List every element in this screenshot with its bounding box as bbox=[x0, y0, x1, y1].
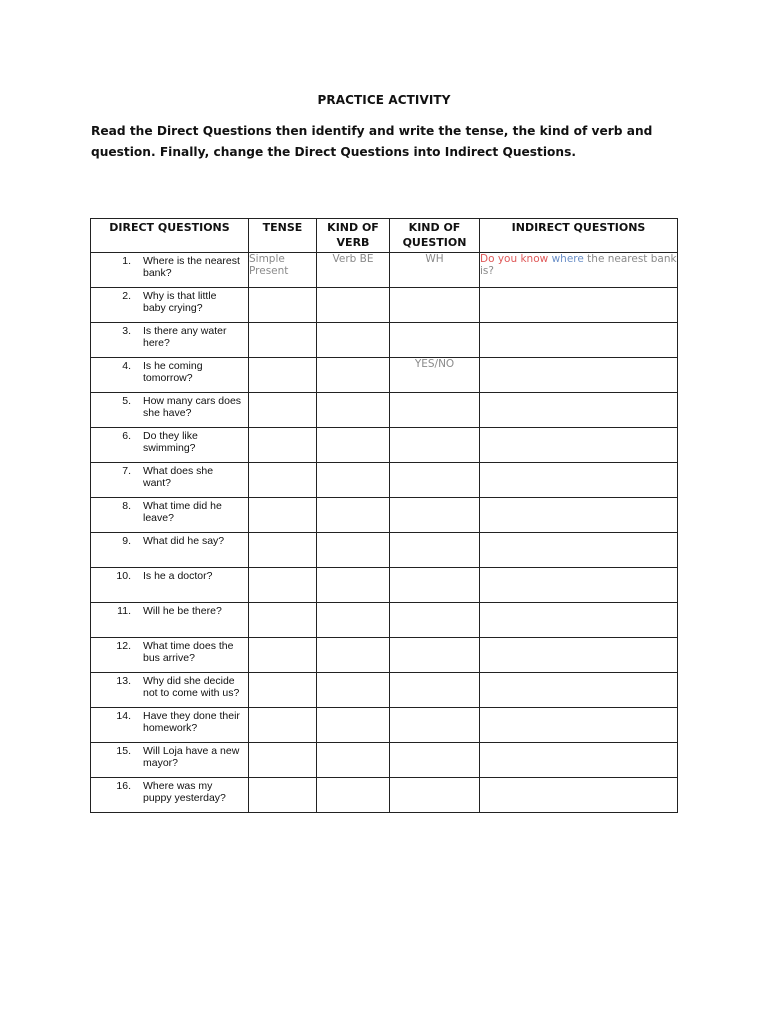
kind-of-verb-cell[interactable] bbox=[317, 498, 390, 533]
kind-of-verb-cell[interactable] bbox=[317, 743, 390, 778]
table-row bbox=[91, 463, 678, 498]
instructions-text: Read the Direct Questions then identify and write the tense, the kind of verb and question. Finally, change the Direct Questions into Indirect Questions. bbox=[91, 124, 653, 159]
kind-of-question-cell[interactable] bbox=[390, 393, 480, 428]
tense-cell[interactable]: Simple Present bbox=[249, 253, 317, 288]
kind-of-verb-cell[interactable] bbox=[317, 358, 390, 393]
table-row bbox=[91, 323, 678, 358]
question-number: 2. bbox=[122, 290, 131, 302]
table-row bbox=[91, 708, 678, 743]
direct-question-cell bbox=[91, 673, 249, 708]
question-number: 5. bbox=[122, 395, 131, 407]
header-kind-of-question: KIND OF QUESTION bbox=[390, 219, 480, 253]
kind-of-verb-cell[interactable] bbox=[317, 778, 390, 813]
kind-of-question-cell[interactable] bbox=[390, 743, 480, 778]
question-text: Is he coming tomorrow? bbox=[143, 360, 203, 384]
header-tense: TENSE bbox=[249, 219, 317, 253]
table-row bbox=[91, 533, 678, 568]
header-kind-of-verb: KIND OF VERB bbox=[317, 219, 390, 253]
kind-of-question-cell[interactable] bbox=[390, 533, 480, 568]
table-row bbox=[91, 743, 678, 778]
question-text: Is there any water here? bbox=[143, 325, 227, 349]
table-row bbox=[91, 498, 678, 533]
question-text: Where was my puppy yesterday? bbox=[143, 780, 226, 804]
tense-cell[interactable] bbox=[249, 498, 317, 533]
kind-of-question-cell[interactable] bbox=[390, 708, 480, 743]
direct-question-cell bbox=[91, 533, 249, 568]
direct-question-cell bbox=[91, 638, 249, 673]
question-text: Will he be there? bbox=[143, 605, 222, 617]
question-number: 12. bbox=[116, 640, 131, 652]
indirect-question-cell[interactable] bbox=[480, 778, 678, 813]
indirect-question-cell[interactable] bbox=[480, 603, 678, 638]
indirect-question-cell[interactable] bbox=[480, 533, 678, 568]
question-number: 3. bbox=[122, 325, 131, 337]
kind-of-question-cell[interactable]: WH bbox=[390, 253, 480, 288]
kind-of-verb-cell[interactable] bbox=[317, 463, 390, 498]
question-number: 10. bbox=[116, 570, 131, 582]
table-row bbox=[91, 673, 678, 708]
question-number: 4. bbox=[122, 360, 131, 372]
table-row bbox=[91, 638, 678, 673]
table-header-row bbox=[91, 219, 678, 253]
indirect-question-cell[interactable] bbox=[480, 358, 678, 393]
tense-cell[interactable] bbox=[249, 603, 317, 638]
question-number: 6. bbox=[122, 430, 131, 442]
direct-question-cell bbox=[91, 393, 249, 428]
direct-question-cell bbox=[91, 358, 249, 393]
question-text: Why did she decide not to come with us? bbox=[143, 675, 240, 699]
kind-of-question-cell[interactable]: YES/NO bbox=[390, 358, 480, 393]
tense-cell[interactable] bbox=[249, 533, 317, 568]
tense-cell[interactable] bbox=[249, 393, 317, 428]
question-number: 7. bbox=[122, 465, 131, 477]
indirect-question-cell[interactable] bbox=[480, 253, 678, 288]
kind-of-question-cell[interactable] bbox=[390, 288, 480, 323]
question-number: 1. bbox=[122, 255, 131, 267]
tense-cell[interactable] bbox=[249, 778, 317, 813]
question-number: 13. bbox=[116, 675, 131, 687]
indirect-question-cell[interactable] bbox=[480, 288, 678, 323]
indirect-question-cell[interactable] bbox=[480, 673, 678, 708]
table-row bbox=[91, 428, 678, 463]
direct-question-cell bbox=[91, 568, 249, 603]
kind-of-verb-cell[interactable] bbox=[317, 323, 390, 358]
table-row bbox=[91, 568, 678, 603]
indirect-question-cell[interactable] bbox=[480, 568, 678, 603]
direct-question-cell bbox=[91, 428, 249, 463]
question-text: Have they done their homework? bbox=[143, 710, 240, 734]
worksheet-table bbox=[90, 218, 678, 813]
kind-of-verb-cell[interactable] bbox=[317, 708, 390, 743]
tense-cell[interactable] bbox=[249, 673, 317, 708]
table-row bbox=[91, 393, 678, 428]
tense-cell[interactable] bbox=[249, 288, 317, 323]
question-text: What time did he leave? bbox=[143, 500, 222, 524]
table-row bbox=[91, 288, 678, 323]
kind-of-question-cell[interactable] bbox=[390, 568, 480, 603]
kind-of-question-cell[interactable] bbox=[390, 323, 480, 358]
direct-question-cell bbox=[91, 708, 249, 743]
kind-of-question-cell[interactable] bbox=[390, 498, 480, 533]
question-text: Do they like swimming? bbox=[143, 430, 198, 454]
kind-of-question-cell[interactable] bbox=[390, 428, 480, 463]
indirect-part-rest: the nearest bank is? bbox=[480, 253, 677, 277]
question-text: Why is that little baby crying? bbox=[143, 290, 217, 314]
direct-question-cell bbox=[91, 778, 249, 813]
table-row bbox=[91, 603, 678, 638]
indirect-question-cell[interactable] bbox=[480, 638, 678, 673]
question-text: How many cars does she have? bbox=[143, 395, 242, 419]
header-indirect-questions: INDIRECT QUESTIONS bbox=[480, 219, 678, 253]
question-number: 16. bbox=[116, 780, 131, 792]
tense-cell[interactable] bbox=[249, 638, 317, 673]
table-row bbox=[91, 778, 678, 813]
indirect-question-cell[interactable] bbox=[480, 323, 678, 358]
kind-of-question-cell[interactable] bbox=[390, 463, 480, 498]
direct-question-cell bbox=[91, 603, 249, 638]
kind-of-question-cell[interactable] bbox=[390, 603, 480, 638]
question-number: 15. bbox=[116, 745, 131, 757]
direct-question-cell bbox=[91, 743, 249, 778]
indirect-part-intro: Do you know bbox=[480, 253, 549, 265]
indirect-question-cell[interactable] bbox=[480, 463, 678, 498]
direct-question-cell bbox=[91, 253, 249, 288]
question-number: 9. bbox=[122, 535, 131, 547]
kind-of-verb-cell[interactable] bbox=[317, 638, 390, 673]
tense-cell[interactable] bbox=[249, 463, 317, 498]
question-text: What did he say? bbox=[143, 535, 225, 547]
kind-of-verb-cell[interactable] bbox=[317, 428, 390, 463]
indirect-part-wh: where bbox=[551, 253, 584, 265]
question-number: 11. bbox=[117, 605, 131, 617]
kind-of-verb-cell[interactable] bbox=[317, 393, 390, 428]
kind-of-verb-cell[interactable] bbox=[317, 568, 390, 603]
kind-of-verb-cell[interactable] bbox=[317, 603, 390, 638]
tense-cell[interactable] bbox=[249, 743, 317, 778]
indirect-question-cell[interactable] bbox=[480, 743, 678, 778]
kind-of-verb-cell[interactable] bbox=[317, 288, 390, 323]
question-text: What does she want? bbox=[143, 465, 214, 489]
kind-of-question-cell[interactable] bbox=[390, 638, 480, 673]
direct-question-cell bbox=[91, 498, 249, 533]
indirect-question-cell[interactable] bbox=[480, 428, 678, 463]
table-row bbox=[91, 253, 678, 288]
table-row bbox=[91, 358, 678, 393]
direct-question-cell bbox=[91, 463, 249, 498]
question-number: 8. bbox=[122, 500, 131, 512]
tense-cell[interactable] bbox=[249, 428, 317, 463]
indirect-question-cell[interactable] bbox=[480, 393, 678, 428]
kind-of-question-cell[interactable] bbox=[390, 673, 480, 708]
tense-cell[interactable] bbox=[249, 323, 317, 358]
kind-of-verb-cell[interactable]: Verb BE bbox=[317, 253, 390, 288]
question-number: 14. bbox=[116, 710, 131, 722]
direct-question-cell bbox=[91, 323, 249, 358]
tense-cell[interactable] bbox=[249, 708, 317, 743]
question-text: Where is the nearest bank? bbox=[143, 255, 240, 279]
indirect-question-cell[interactable] bbox=[480, 708, 678, 743]
question-text: Will Loja have a new mayor? bbox=[143, 745, 240, 769]
kind-of-verb-cell[interactable] bbox=[317, 533, 390, 568]
page-title: PRACTICE ACTIVITY bbox=[317, 93, 451, 107]
tense-cell[interactable] bbox=[249, 358, 317, 393]
kind-of-verb-cell[interactable] bbox=[317, 673, 390, 708]
header-direct-questions: DIRECT QUESTIONS bbox=[91, 219, 249, 253]
question-text: Is he a doctor? bbox=[143, 570, 213, 582]
tense-cell[interactable] bbox=[249, 568, 317, 603]
direct-question-cell bbox=[91, 288, 249, 323]
kind-of-question-cell[interactable] bbox=[390, 778, 480, 813]
question-text: What time does the bus arrive? bbox=[143, 640, 234, 664]
indirect-question-cell[interactable] bbox=[480, 498, 678, 533]
